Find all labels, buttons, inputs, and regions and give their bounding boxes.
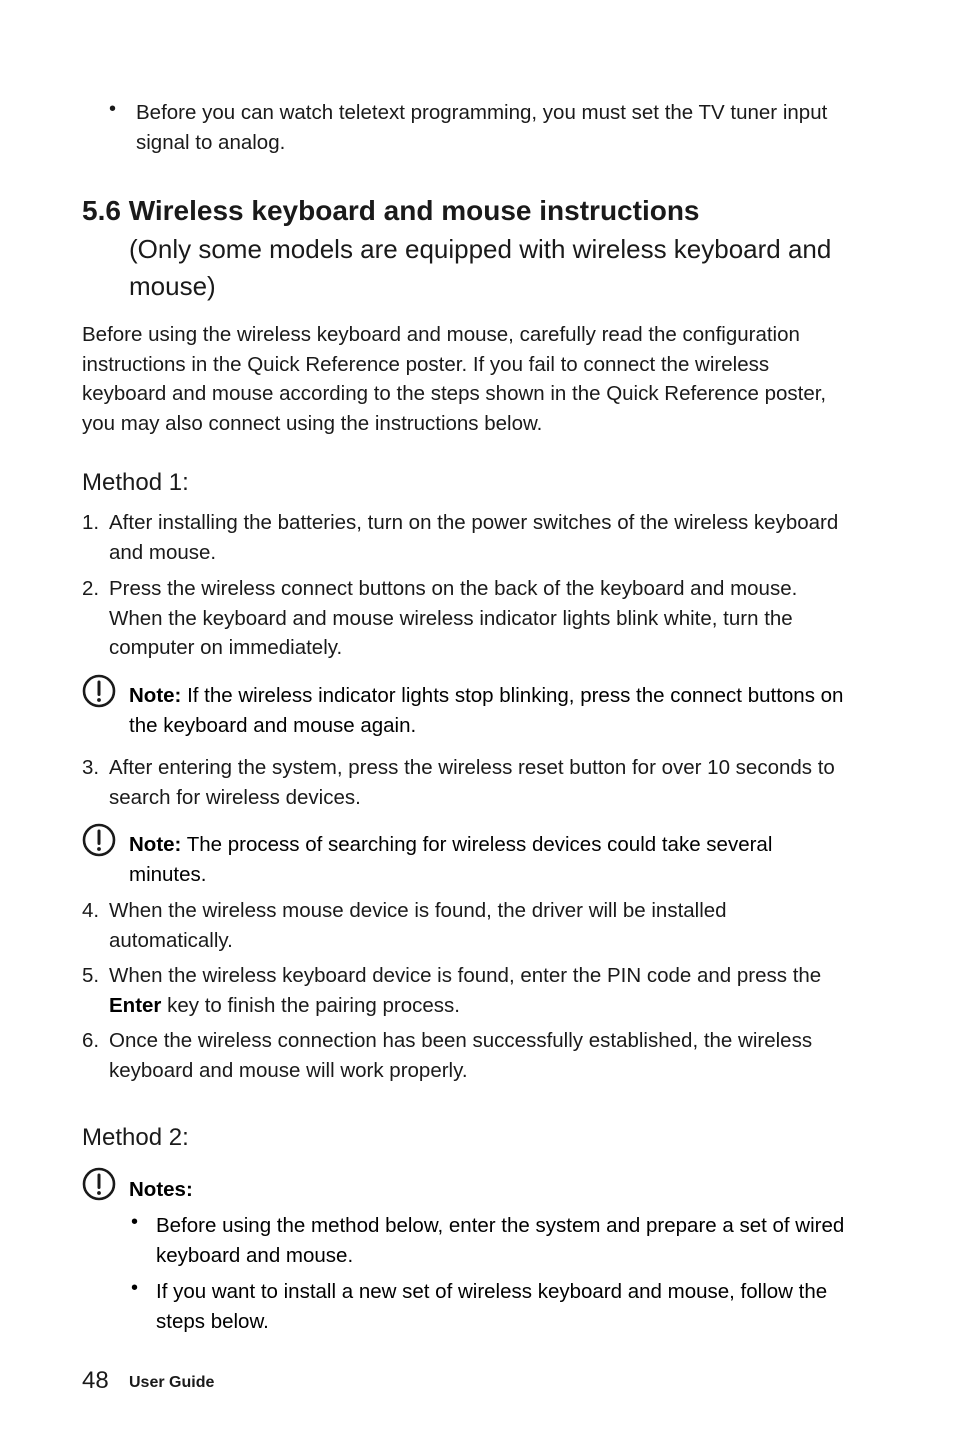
intro-paragraph: Before using the wireless keyboard and mouse, carefully read the configuration instructions in the Quick Reference poster. If you fail to connect the wireless keyboard and mouse according to the steps shown in the Quick Reference poster, you may also connect using the instructions below. (82, 323, 827, 435)
bullet-text: Before using the method below, enter the system and prepare a set of wired keyboard and mouse. (156, 1214, 845, 1267)
step-text: Press the wireless connect buttons on the back of the keyboard and mouse. When the keyboard and mouse wireless indicator lights blink white, turn the computer on immediately. (109, 577, 798, 659)
page-number: 48 (82, 1367, 109, 1394)
method2-heading: Method 2: (82, 1124, 189, 1151)
note-label: Note: (129, 684, 182, 707)
step-number: 6. (82, 1029, 100, 1052)
bullet-marker: • (131, 1277, 139, 1299)
exclamation-circle-icon (82, 823, 116, 857)
note-label: Note: (129, 833, 182, 856)
footer-label: User Guide (129, 1374, 215, 1391)
step-number: 5. (82, 964, 100, 987)
step-number: 3. (82, 756, 100, 779)
bullet-marker: • (109, 98, 117, 120)
step-text (109, 961, 849, 1020)
note-text (129, 681, 849, 740)
bullet-text: If you want to install a new set of wireless keyboard and mouse, follow the steps below. (156, 1280, 828, 1333)
bullet-text: Before you can watch teletext programming, you must set the TV tuner input signal to analog. (136, 101, 828, 154)
note-text (129, 830, 849, 889)
step-text: After entering the system, press the wireless reset button for over 10 seconds to search for wireless devices. (109, 756, 835, 809)
method1-heading: Method 1: (82, 469, 189, 496)
step-text-part: When the wireless keyboard device is found, enter the PIN code and press the (109, 964, 822, 987)
step-text: Once the wireless connection has been successfully established, the wireless keyboard and mouse will work properly. (109, 1029, 813, 1082)
step-number: 1. (82, 511, 100, 534)
step-number: 4. (82, 899, 100, 922)
enter-key-label: Enter (109, 993, 162, 1017)
step-number: 2. (82, 577, 100, 600)
step-text: When the wireless mouse device is found, the driver will be installed automatically. (109, 899, 727, 952)
notes-label: Notes: (129, 1178, 193, 1201)
bullet-marker: • (131, 1211, 139, 1233)
section-subtitle: (Only some models are equipped with wireless keyboard and mouse) (129, 234, 832, 301)
step-text-part: key to finish the pairing process. (161, 993, 460, 1017)
section-title: 5.6 Wireless keyboard and mouse instructions (82, 195, 700, 226)
exclamation-circle-icon (82, 674, 116, 708)
note-body: The process of searching for wireless devices could take several minutes. (129, 833, 773, 886)
exclamation-circle-icon (82, 1167, 116, 1201)
note-body: If the wireless indicator lights stop blinking, press the connect buttons on the keyboard and mouse again. (129, 684, 844, 737)
step-text: After installing the batteries, turn on the power switches of the wireless keyboard and mouse. (109, 511, 839, 564)
